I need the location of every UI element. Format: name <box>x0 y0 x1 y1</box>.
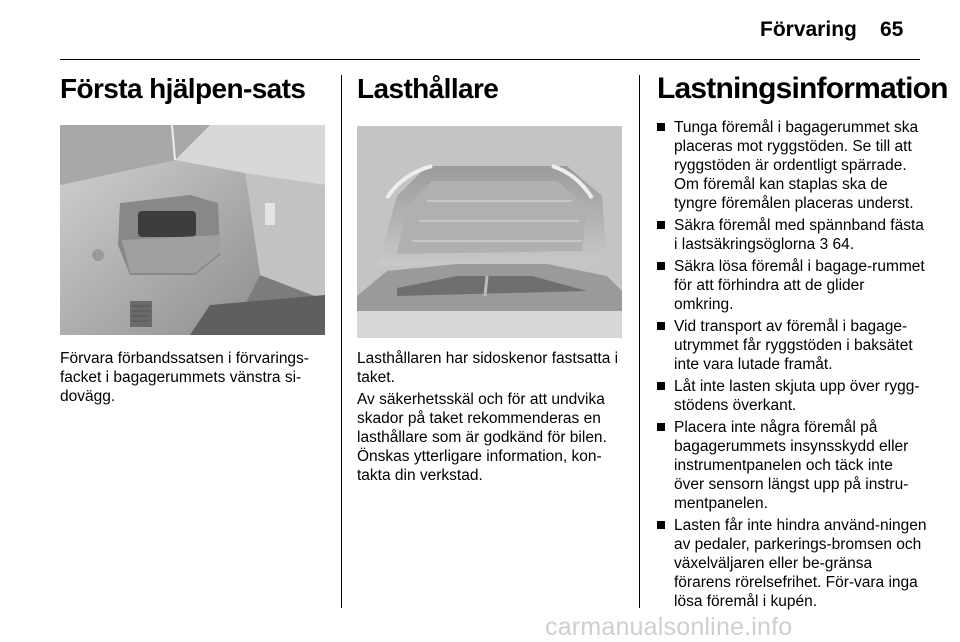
section-heading: Första hjälpen-sats <box>60 73 306 104</box>
column-divider <box>341 75 342 608</box>
page-number: 65 <box>880 18 904 41</box>
bullet-square-icon <box>657 382 665 390</box>
section-roof-rack <box>357 72 622 485</box>
trunk-storage-illustration <box>60 125 325 335</box>
bullet-square-icon <box>657 221 665 229</box>
section-heading: Lasthållare <box>357 73 499 104</box>
bullet-square-icon <box>657 262 665 270</box>
watermark: carmanualsonline.info <box>545 613 793 641</box>
car-roof-illustration <box>357 126 622 338</box>
list-item: Placera inte några föremål på bagagerummets insynsskydd eller instrumentpanelen och täck inte över sensorn längst upp på instru-mentpanelen. <box>657 418 927 513</box>
section-paragraph: Av säkerhetsskäl och för att undvika skador på taket rekommenderas en lasthållare som är godkänd för bilen. Önskas ytterligare information, kon-takta din verkstad. <box>357 391 607 484</box>
section-paragraph: Förvara förbandssatsen i förvarings-facket i bagagerummets vänstra si-dovägg. <box>60 350 309 405</box>
list-item: Säkra föremål med spännband fästa i lastsäkringsöglorna 3 64. <box>657 216 927 254</box>
bullet-square-icon <box>657 322 665 330</box>
section-paragraph: Lasthållaren har sidoskenor fastsatta i taket. <box>357 350 619 386</box>
list-item: Lasten får inte hindra använd-ningen av pedaler, parkerings-bromsen och växelväljaren eller be-gränsa förarens rörelsefrihet. För-vara inga lösa föremål i kupén. <box>657 516 927 611</box>
running-header-title: Förvaring <box>760 18 857 41</box>
header-rule <box>60 59 920 60</box>
loading-bullet-list <box>657 118 927 611</box>
section-loading-information <box>657 72 948 614</box>
bullet-square-icon <box>657 123 665 131</box>
list-item: Tunga föremål i bagagerummet ska placeras mot ryggstöden. Se till att ryggstöden är ordentligt spärrade. Om föremål kan staplas ska de tyngre föremålen placeras underst. <box>657 118 927 213</box>
list-item: Låt inte lasten skjuta upp över rygg-stödens överkant. <box>657 377 927 415</box>
bullet-square-icon <box>657 423 665 431</box>
section-first-aid-kit <box>60 72 325 406</box>
column-divider <box>639 75 640 608</box>
list-item: Säkra lösa föremål i bagage-rummet för att förhindra att de glider omkring. <box>657 257 927 314</box>
bullet-square-icon <box>657 521 665 529</box>
page-header <box>0 0 960 60</box>
list-item: Vid transport av föremål i bagage-utrymmet får ryggstöden i baksätet inte vara lutade framåt. <box>657 317 927 374</box>
section-heading: Lastningsinformation <box>657 72 948 105</box>
